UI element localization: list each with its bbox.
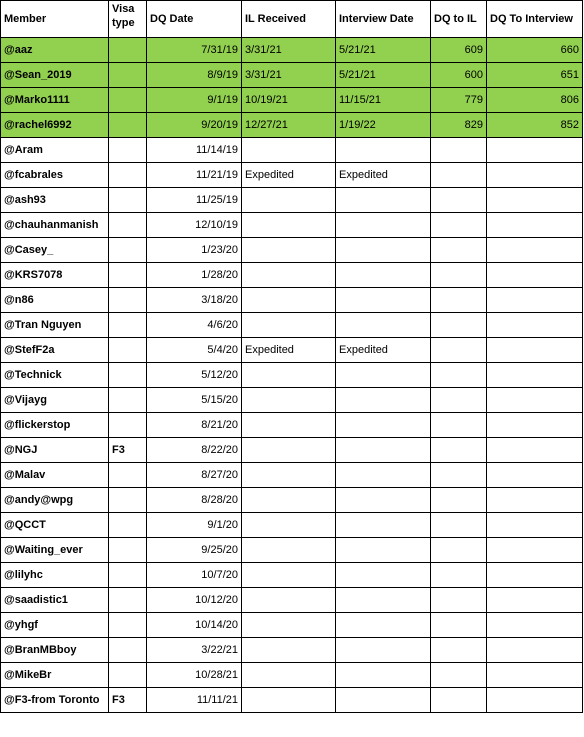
interview-date-cell[interactable] xyxy=(336,588,431,613)
dq-to-interview-cell[interactable] xyxy=(487,138,583,163)
member-cell[interactable]: @BranMBboy xyxy=(1,638,109,663)
dq-date-cell[interactable]: 3/22/21 xyxy=(147,638,242,663)
dq-to-interview-cell[interactable] xyxy=(487,488,583,513)
il-received-cell[interactable] xyxy=(242,288,336,313)
interview-date-cell[interactable]: 1/19/22 xyxy=(336,113,431,138)
dq-to-interview-cell[interactable] xyxy=(487,463,583,488)
il-received-cell[interactable] xyxy=(242,513,336,538)
table-row xyxy=(1,163,583,188)
member-cell[interactable]: @Marko1111 xyxy=(1,88,109,113)
dq-to-interview-cell[interactable] xyxy=(487,363,583,388)
il-received-cell[interactable] xyxy=(242,213,336,238)
dq-to-il-cell[interactable] xyxy=(431,338,487,363)
table-row xyxy=(1,538,583,563)
member-cell[interactable]: @Tran Nguyen xyxy=(1,313,109,338)
il-received-cell[interactable] xyxy=(242,638,336,663)
header-il-received[interactable]: IL Received xyxy=(242,1,336,38)
member-cell[interactable]: @saadistic1 xyxy=(1,588,109,613)
dq-date-cell[interactable]: 9/1/19 xyxy=(147,88,242,113)
dq-date-cell[interactable]: 9/1/20 xyxy=(147,513,242,538)
dq-date-cell[interactable]: 11/11/21 xyxy=(147,688,242,713)
visa-type-cell[interactable] xyxy=(109,613,147,638)
interview-date-cell[interactable] xyxy=(336,313,431,338)
visa-type-cell[interactable] xyxy=(109,663,147,688)
il-received-cell[interactable]: Expedited xyxy=(242,163,336,188)
interview-date-cell[interactable] xyxy=(336,688,431,713)
member-cell[interactable]: @andy@wpg xyxy=(1,488,109,513)
table-row xyxy=(1,663,583,688)
il-received-cell[interactable] xyxy=(242,238,336,263)
interview-date-cell[interactable]: 5/21/21 xyxy=(336,63,431,88)
dq-to-il-cell[interactable] xyxy=(431,613,487,638)
dq-to-interview-cell[interactable] xyxy=(487,513,583,538)
dq-to-il-cell[interactable] xyxy=(431,238,487,263)
member-cell[interactable]: @rachel6992 xyxy=(1,113,109,138)
interview-date-cell[interactable] xyxy=(336,138,431,163)
visa-type-cell[interactable]: F3 xyxy=(109,438,147,463)
il-received-cell[interactable] xyxy=(242,138,336,163)
dq-to-interview-cell[interactable] xyxy=(487,263,583,288)
interview-date-cell[interactable] xyxy=(336,438,431,463)
dq-to-interview-cell[interactable] xyxy=(487,288,583,313)
member-cell[interactable]: @StefF2a xyxy=(1,338,109,363)
table-row xyxy=(1,638,583,663)
member-cell[interactable]: @flickerstop xyxy=(1,413,109,438)
dq-date-cell[interactable]: 8/21/20 xyxy=(147,413,242,438)
dq-to-il-cell[interactable] xyxy=(431,513,487,538)
dq-to-interview-cell[interactable] xyxy=(487,313,583,338)
il-received-cell[interactable]: 3/31/21 xyxy=(242,63,336,88)
header-dq-date[interactable]: DQ Date xyxy=(147,1,242,38)
interview-date-cell[interactable] xyxy=(336,538,431,563)
member-cell[interactable]: @lilyhc xyxy=(1,563,109,588)
dq-date-cell[interactable]: 3/18/20 xyxy=(147,288,242,313)
member-cell[interactable]: @KRS7078 xyxy=(1,263,109,288)
dq-to-interview-cell[interactable] xyxy=(487,538,583,563)
interview-date-cell[interactable] xyxy=(336,288,431,313)
interview-date-cell[interactable]: Expedited xyxy=(336,338,431,363)
member-cell[interactable]: @Casey_ xyxy=(1,238,109,263)
dq-to-il-cell[interactable] xyxy=(431,213,487,238)
dq-date-cell[interactable]: 9/25/20 xyxy=(147,538,242,563)
dq-date-cell[interactable]: 5/12/20 xyxy=(147,363,242,388)
table-row xyxy=(1,688,583,713)
dq-date-cell[interactable]: 8/9/19 xyxy=(147,63,242,88)
table-row xyxy=(1,113,583,138)
dq-to-il-cell[interactable] xyxy=(431,538,487,563)
interview-date-cell[interactable] xyxy=(336,613,431,638)
dq-date-cell[interactable]: 7/31/19 xyxy=(147,38,242,63)
table-row xyxy=(1,388,583,413)
dq-to-interview-cell[interactable] xyxy=(487,413,583,438)
dq-to-il-cell[interactable]: 779 xyxy=(431,88,487,113)
member-cell[interactable]: @yhgf xyxy=(1,613,109,638)
il-received-cell[interactable] xyxy=(242,538,336,563)
member-cell[interactable]: @Aram xyxy=(1,138,109,163)
interview-date-cell[interactable] xyxy=(336,188,431,213)
dq-to-il-cell[interactable]: 829 xyxy=(431,113,487,138)
dq-date-cell[interactable]: 11/25/19 xyxy=(147,188,242,213)
dq-to-il-cell[interactable] xyxy=(431,463,487,488)
dq-date-cell[interactable]: 4/6/20 xyxy=(147,313,242,338)
table-row xyxy=(1,188,583,213)
header-dq-to-interview[interactable]: DQ To Interview xyxy=(487,1,583,38)
dq-date-cell[interactable]: 5/15/20 xyxy=(147,388,242,413)
dq-to-il-cell[interactable] xyxy=(431,388,487,413)
dq-to-il-cell[interactable] xyxy=(431,638,487,663)
dq-to-interview-cell[interactable]: 852 xyxy=(487,113,583,138)
dq-date-cell[interactable]: 1/23/20 xyxy=(147,238,242,263)
dq-to-il-cell[interactable] xyxy=(431,688,487,713)
visa-type-cell[interactable] xyxy=(109,463,147,488)
interview-date-cell[interactable] xyxy=(336,488,431,513)
dq-date-cell[interactable]: 8/28/20 xyxy=(147,488,242,513)
visa-type-cell[interactable] xyxy=(109,63,147,88)
dq-to-interview-cell[interactable] xyxy=(487,688,583,713)
il-received-cell[interactable] xyxy=(242,663,336,688)
table-row xyxy=(1,613,583,638)
table-row xyxy=(1,513,583,538)
dq-to-il-cell[interactable]: 609 xyxy=(431,38,487,63)
visa-type-cell[interactable] xyxy=(109,363,147,388)
header-member[interactable]: Member xyxy=(1,1,109,38)
table-row xyxy=(1,138,583,163)
table-row xyxy=(1,463,583,488)
il-received-cell[interactable] xyxy=(242,188,336,213)
dq-date-cell[interactable]: 10/14/20 xyxy=(147,613,242,638)
dq-to-interview-cell[interactable] xyxy=(487,238,583,263)
member-cell[interactable]: @QCCT xyxy=(1,513,109,538)
dq-to-il-cell[interactable] xyxy=(431,188,487,213)
interview-date-cell[interactable] xyxy=(336,638,431,663)
table-row xyxy=(1,438,583,463)
dq-to-interview-cell[interactable]: 651 xyxy=(487,63,583,88)
visa-type-cell[interactable] xyxy=(109,513,147,538)
il-received-cell[interactable] xyxy=(242,363,336,388)
visa-type-cell[interactable] xyxy=(109,338,147,363)
dq-to-interview-cell[interactable] xyxy=(487,188,583,213)
member-cell[interactable]: @Technick xyxy=(1,363,109,388)
member-cell[interactable]: @Sean_2019 xyxy=(1,63,109,88)
visa-type-cell[interactable] xyxy=(109,588,147,613)
il-received-cell[interactable] xyxy=(242,588,336,613)
dq-to-interview-cell[interactable] xyxy=(487,613,583,638)
interview-date-cell[interactable]: 5/21/21 xyxy=(336,38,431,63)
table-row xyxy=(1,338,583,363)
member-cell[interactable]: @aaz xyxy=(1,38,109,63)
dq-to-il-cell[interactable] xyxy=(431,288,487,313)
interview-date-cell[interactable] xyxy=(336,263,431,288)
dq-to-il-cell[interactable] xyxy=(431,363,487,388)
visa-type-cell[interactable] xyxy=(109,313,147,338)
il-received-cell[interactable] xyxy=(242,463,336,488)
dq-date-cell[interactable]: 5/4/20 xyxy=(147,338,242,363)
dq-to-il-cell[interactable] xyxy=(431,138,487,163)
visa-type-cell[interactable] xyxy=(109,88,147,113)
table-row xyxy=(1,563,583,588)
dq-date-cell[interactable]: 11/21/19 xyxy=(147,163,242,188)
dq-to-interview-cell[interactable] xyxy=(487,338,583,363)
table-row xyxy=(1,263,583,288)
member-cell[interactable]: @Vijayg xyxy=(1,388,109,413)
il-received-cell[interactable]: 12/27/21 xyxy=(242,113,336,138)
dq-to-interview-cell[interactable] xyxy=(487,563,583,588)
interview-date-cell[interactable] xyxy=(336,513,431,538)
il-received-cell[interactable] xyxy=(242,313,336,338)
header-row xyxy=(1,1,583,38)
visa-type-cell[interactable] xyxy=(109,488,147,513)
member-cell[interactable]: @ash93 xyxy=(1,188,109,213)
dq-to-il-cell[interactable] xyxy=(431,663,487,688)
visa-type-cell[interactable] xyxy=(109,188,147,213)
header-dq-to-il[interactable]: DQ to IL xyxy=(431,1,487,38)
dq-to-interview-cell[interactable] xyxy=(487,163,583,188)
interview-date-cell[interactable] xyxy=(336,363,431,388)
dq-date-cell[interactable]: 8/22/20 xyxy=(147,438,242,463)
table-row xyxy=(1,488,583,513)
member-cell[interactable]: @n86 xyxy=(1,288,109,313)
dq-date-cell[interactable]: 9/20/19 xyxy=(147,113,242,138)
interview-date-cell[interactable]: 11/15/21 xyxy=(336,88,431,113)
il-received-cell[interactable] xyxy=(242,263,336,288)
visa-type-cell[interactable] xyxy=(109,538,147,563)
table-row xyxy=(1,588,583,613)
interview-date-cell[interactable] xyxy=(336,238,431,263)
dq-to-il-cell[interactable] xyxy=(431,438,487,463)
interview-date-cell[interactable] xyxy=(336,563,431,588)
dq-date-cell[interactable]: 12/10/19 xyxy=(147,213,242,238)
table-row xyxy=(1,38,583,63)
il-received-cell[interactable] xyxy=(242,413,336,438)
interview-date-cell[interactable] xyxy=(336,463,431,488)
visa-type-cell[interactable] xyxy=(109,113,147,138)
dq-date-cell[interactable]: 11/14/19 xyxy=(147,138,242,163)
header-interview-date[interactable]: Interview Date xyxy=(336,1,431,38)
member-cell[interactable]: @fcabrales xyxy=(1,163,109,188)
table-row xyxy=(1,88,583,113)
dq-to-il-cell[interactable] xyxy=(431,163,487,188)
visa-type-cell[interactable] xyxy=(109,563,147,588)
interview-date-cell[interactable] xyxy=(336,413,431,438)
dq-to-interview-cell[interactable]: 806 xyxy=(487,88,583,113)
table-row xyxy=(1,213,583,238)
interview-date-cell[interactable] xyxy=(336,388,431,413)
dq-date-cell[interactable]: 10/12/20 xyxy=(147,588,242,613)
dq-to-interview-cell[interactable]: 660 xyxy=(487,38,583,63)
dq-date-cell[interactable]: 8/27/20 xyxy=(147,463,242,488)
table-row xyxy=(1,363,583,388)
il-received-cell[interactable] xyxy=(242,488,336,513)
visa-type-cell[interactable] xyxy=(109,288,147,313)
dq-to-il-cell[interactable] xyxy=(431,563,487,588)
il-received-cell[interactable] xyxy=(242,613,336,638)
dq-date-cell[interactable]: 10/7/20 xyxy=(147,563,242,588)
il-received-cell[interactable] xyxy=(242,388,336,413)
il-received-cell[interactable] xyxy=(242,688,336,713)
visa-type-cell[interactable]: F3 xyxy=(109,688,147,713)
member-cell[interactable]: @Waiting_ever xyxy=(1,538,109,563)
dq-to-il-cell[interactable]: 600 xyxy=(431,63,487,88)
dq-to-il-cell[interactable] xyxy=(431,263,487,288)
member-cell[interactable]: @F3-from Toronto xyxy=(1,688,109,713)
visa-type-cell[interactable] xyxy=(109,163,147,188)
interview-date-cell[interactable]: Expedited xyxy=(336,163,431,188)
member-cell[interactable]: @MikeBr xyxy=(1,663,109,688)
dq-to-interview-cell[interactable] xyxy=(487,663,583,688)
il-received-cell[interactable] xyxy=(242,563,336,588)
visa-type-cell[interactable] xyxy=(109,38,147,63)
dq-to-il-cell[interactable] xyxy=(431,588,487,613)
dq-to-interview-cell[interactable] xyxy=(487,438,583,463)
table-row xyxy=(1,288,583,313)
dq-to-il-cell[interactable] xyxy=(431,313,487,338)
member-cell[interactable]: @NGJ xyxy=(1,438,109,463)
member-cell[interactable]: @Malav xyxy=(1,463,109,488)
il-received-cell[interactable]: 3/31/21 xyxy=(242,38,336,63)
il-received-cell[interactable]: Expedited xyxy=(242,338,336,363)
dq-to-interview-cell[interactable] xyxy=(487,213,583,238)
dq-to-interview-cell[interactable] xyxy=(487,388,583,413)
interview-date-cell[interactable] xyxy=(336,663,431,688)
visa-type-cell[interactable] xyxy=(109,638,147,663)
table-row xyxy=(1,413,583,438)
member-cell[interactable]: @chauhanmanish xyxy=(1,213,109,238)
visa-type-cell[interactable] xyxy=(109,388,147,413)
visa-type-cell[interactable] xyxy=(109,413,147,438)
dq-date-cell[interactable]: 10/28/21 xyxy=(147,663,242,688)
table-row xyxy=(1,313,583,338)
dq-to-interview-cell[interactable] xyxy=(487,588,583,613)
header-visa-type[interactable]: Visa type xyxy=(109,1,147,38)
interview-date-cell[interactable] xyxy=(336,213,431,238)
il-received-cell[interactable]: 10/19/21 xyxy=(242,88,336,113)
dq-to-il-cell[interactable] xyxy=(431,413,487,438)
dq-to-interview-cell[interactable] xyxy=(487,638,583,663)
table-row xyxy=(1,63,583,88)
visa-type-cell[interactable] xyxy=(109,213,147,238)
visa-type-cell[interactable] xyxy=(109,238,147,263)
dq-date-cell[interactable]: 1/28/20 xyxy=(147,263,242,288)
il-received-cell[interactable] xyxy=(242,438,336,463)
visa-type-cell[interactable] xyxy=(109,138,147,163)
table-row xyxy=(1,238,583,263)
visa-type-cell[interactable] xyxy=(109,263,147,288)
dq-to-il-cell[interactable] xyxy=(431,488,487,513)
